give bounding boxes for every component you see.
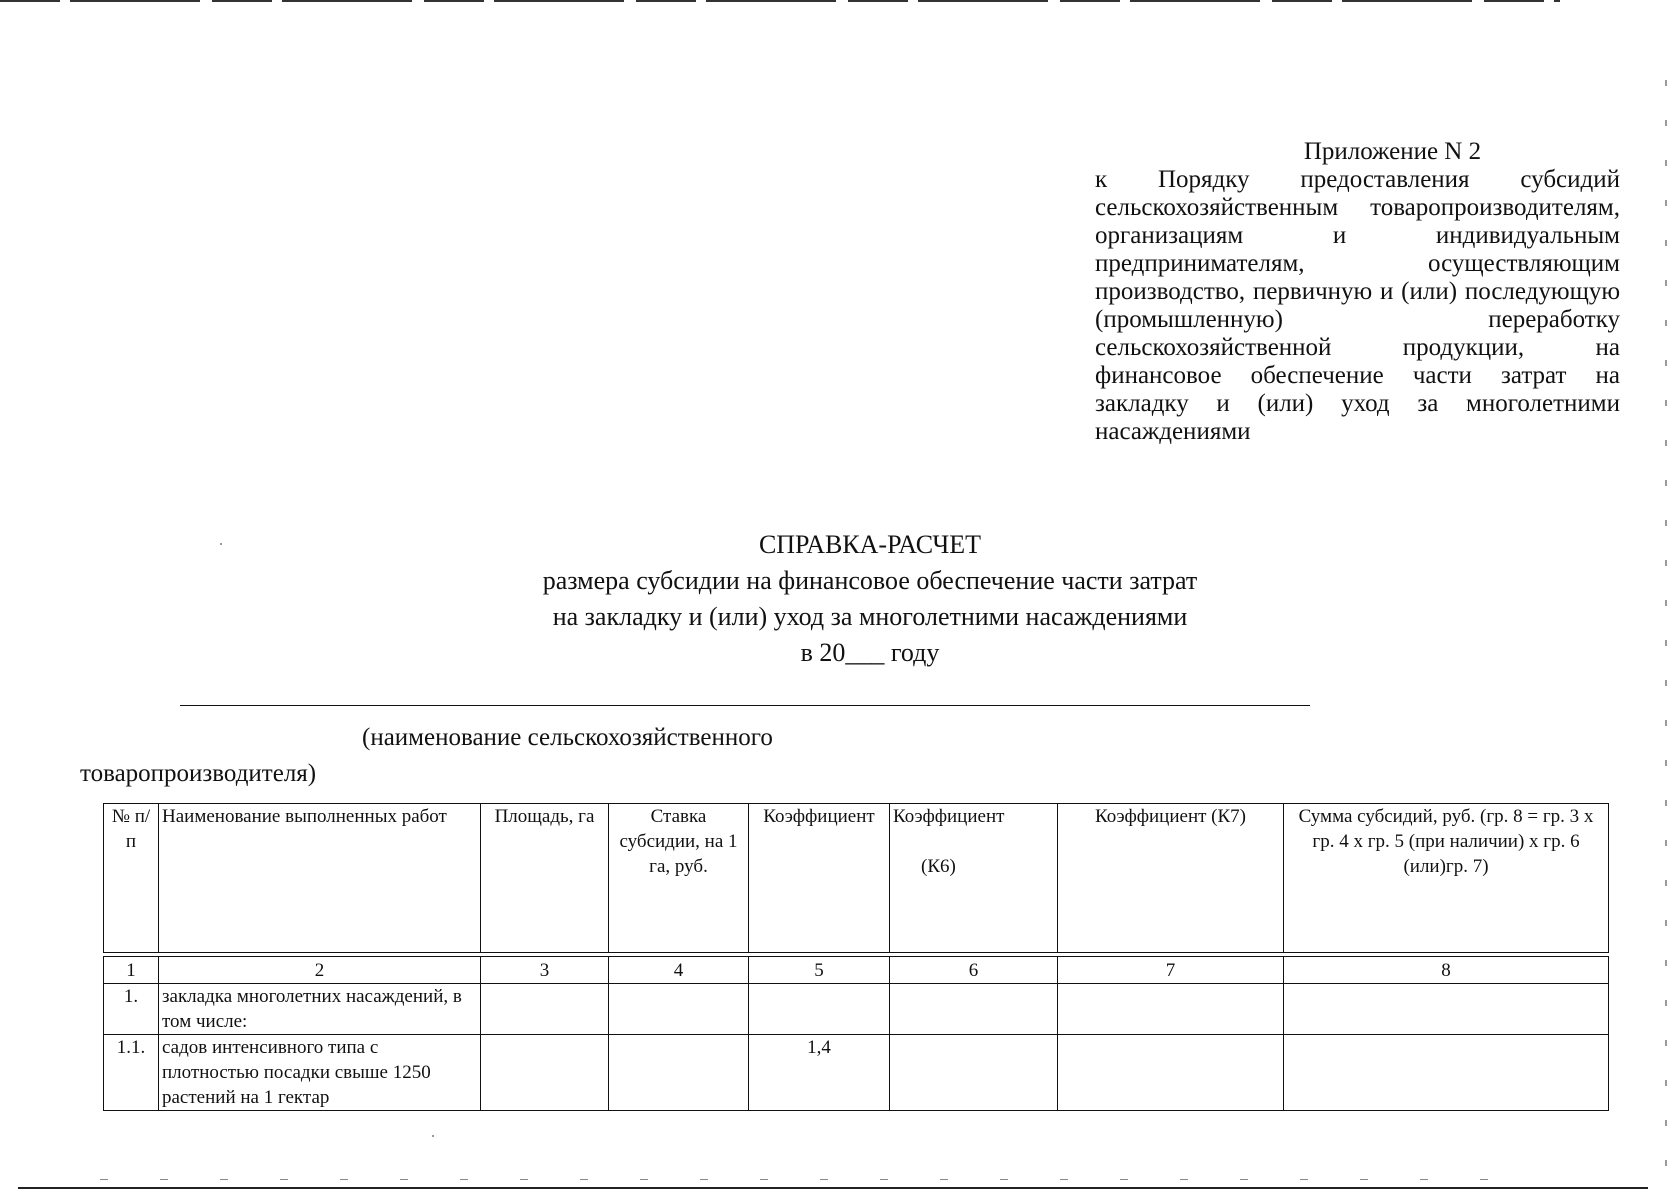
column-number-cell: 2: [159, 957, 481, 984]
scan-edge-top: [0, 0, 1560, 2]
row-coefficient-6-cell: [890, 984, 1058, 1035]
header-cell-rate: Ставка субсидии, на 1 га, руб.: [609, 804, 749, 953]
column-number-cell: 7: [1058, 957, 1284, 984]
row-coefficient-7-cell: [1058, 1035, 1284, 1111]
appendix-title: Приложение N 2: [1303, 138, 1482, 165]
row-rate-cell: [609, 1035, 749, 1111]
column-number-cell: 3: [481, 957, 609, 984]
document-subtitle-line-2: на закладку и (или) уход за многолетними насаждениями: [552, 602, 1188, 631]
row-coefficient-5-cell: 1,4: [749, 1035, 890, 1111]
table-row: [104, 984, 1609, 1035]
scan-edge-right: [1665, 80, 1667, 1180]
table-header-row: [104, 804, 1609, 953]
scan-speck: [220, 543, 222, 545]
row-work-name-cell: садов интенсивного типа с плотностью посадки свыше 1250 растений на 1 гектар: [159, 1035, 481, 1111]
appendix-block: [1095, 138, 1620, 446]
producer-name-line: [180, 705, 1310, 706]
column-number-cell: 4: [609, 957, 749, 984]
header-cell-coefficient-7: Коэффициент (К7): [1058, 804, 1284, 953]
table-row: [104, 1035, 1609, 1111]
scan-speck: [432, 1135, 434, 1137]
header-k6-title: Коэффициент: [893, 806, 1005, 827]
column-number-row: [104, 957, 1609, 984]
header-cell-coefficient-6: [890, 804, 1058, 953]
document-subtitle-line-1: размера субсидии на финансовое обеспечение части затрат: [542, 566, 1198, 595]
document-year-line: в 20___ году: [800, 638, 940, 667]
row-rate-cell: [609, 984, 749, 1035]
header-cell-work-name: Наименование выполненных работ: [159, 804, 481, 953]
producer-caption-part-2: товаропроизводителя): [80, 760, 317, 787]
scan-noise-bottom: [100, 1179, 1500, 1180]
row-coefficient-6-cell: [890, 1035, 1058, 1111]
header-cell-area: Площадь, га: [481, 804, 609, 953]
document-heading: [440, 527, 1300, 671]
column-number-cell: 8: [1284, 957, 1609, 984]
row-work-name-cell: закладка многолетних насаждений, в том числе:: [159, 984, 481, 1035]
scan-edge-bottom: [18, 1187, 1648, 1189]
row-sum-cell: [1284, 1035, 1609, 1111]
column-number-cell: 6: [890, 957, 1058, 984]
row-coefficient-5-cell: [749, 984, 890, 1035]
appendix-text: к Порядку предоставления субсидий сельскохозяйственным товаропроизводителям, организациям и индивидуальным предпринимателям, осуществляющим производство, первичную и (или) последующую (промышленную) переработку сельскохозяйственной продукции, на финансовое обеспечение части затрат на закладку и (или) уход за многолетними насаждениями: [1095, 166, 1620, 445]
column-number-cell: 1: [104, 957, 159, 984]
row-number-cell: 1.1.: [104, 1035, 159, 1111]
subsidy-calculation-table: [103, 803, 1609, 1111]
header-cell-sum: Сумма субсидий, руб. (гр. 8 = гр. 3 х гр. 4 х гр. 5 (при наличии) х гр. 6 (или)гр. 7): [1284, 804, 1609, 953]
header-cell-number: № п/п: [104, 804, 159, 953]
row-number-cell: 1.: [104, 984, 159, 1035]
column-number-cell: 5: [749, 957, 890, 984]
row-area-cell: [481, 984, 609, 1035]
row-area-cell: [481, 1035, 609, 1111]
row-coefficient-7-cell: [1058, 984, 1284, 1035]
row-sum-cell: [1284, 984, 1609, 1035]
header-k6-label: (К6): [921, 856, 956, 877]
header-cell-coefficient-5: Коэффициент: [749, 804, 890, 953]
producer-caption-part-1: (наименование сельскохозяйственного: [362, 724, 773, 751]
document-title: СПРАВКА-РАСЧЕТ: [758, 530, 982, 559]
